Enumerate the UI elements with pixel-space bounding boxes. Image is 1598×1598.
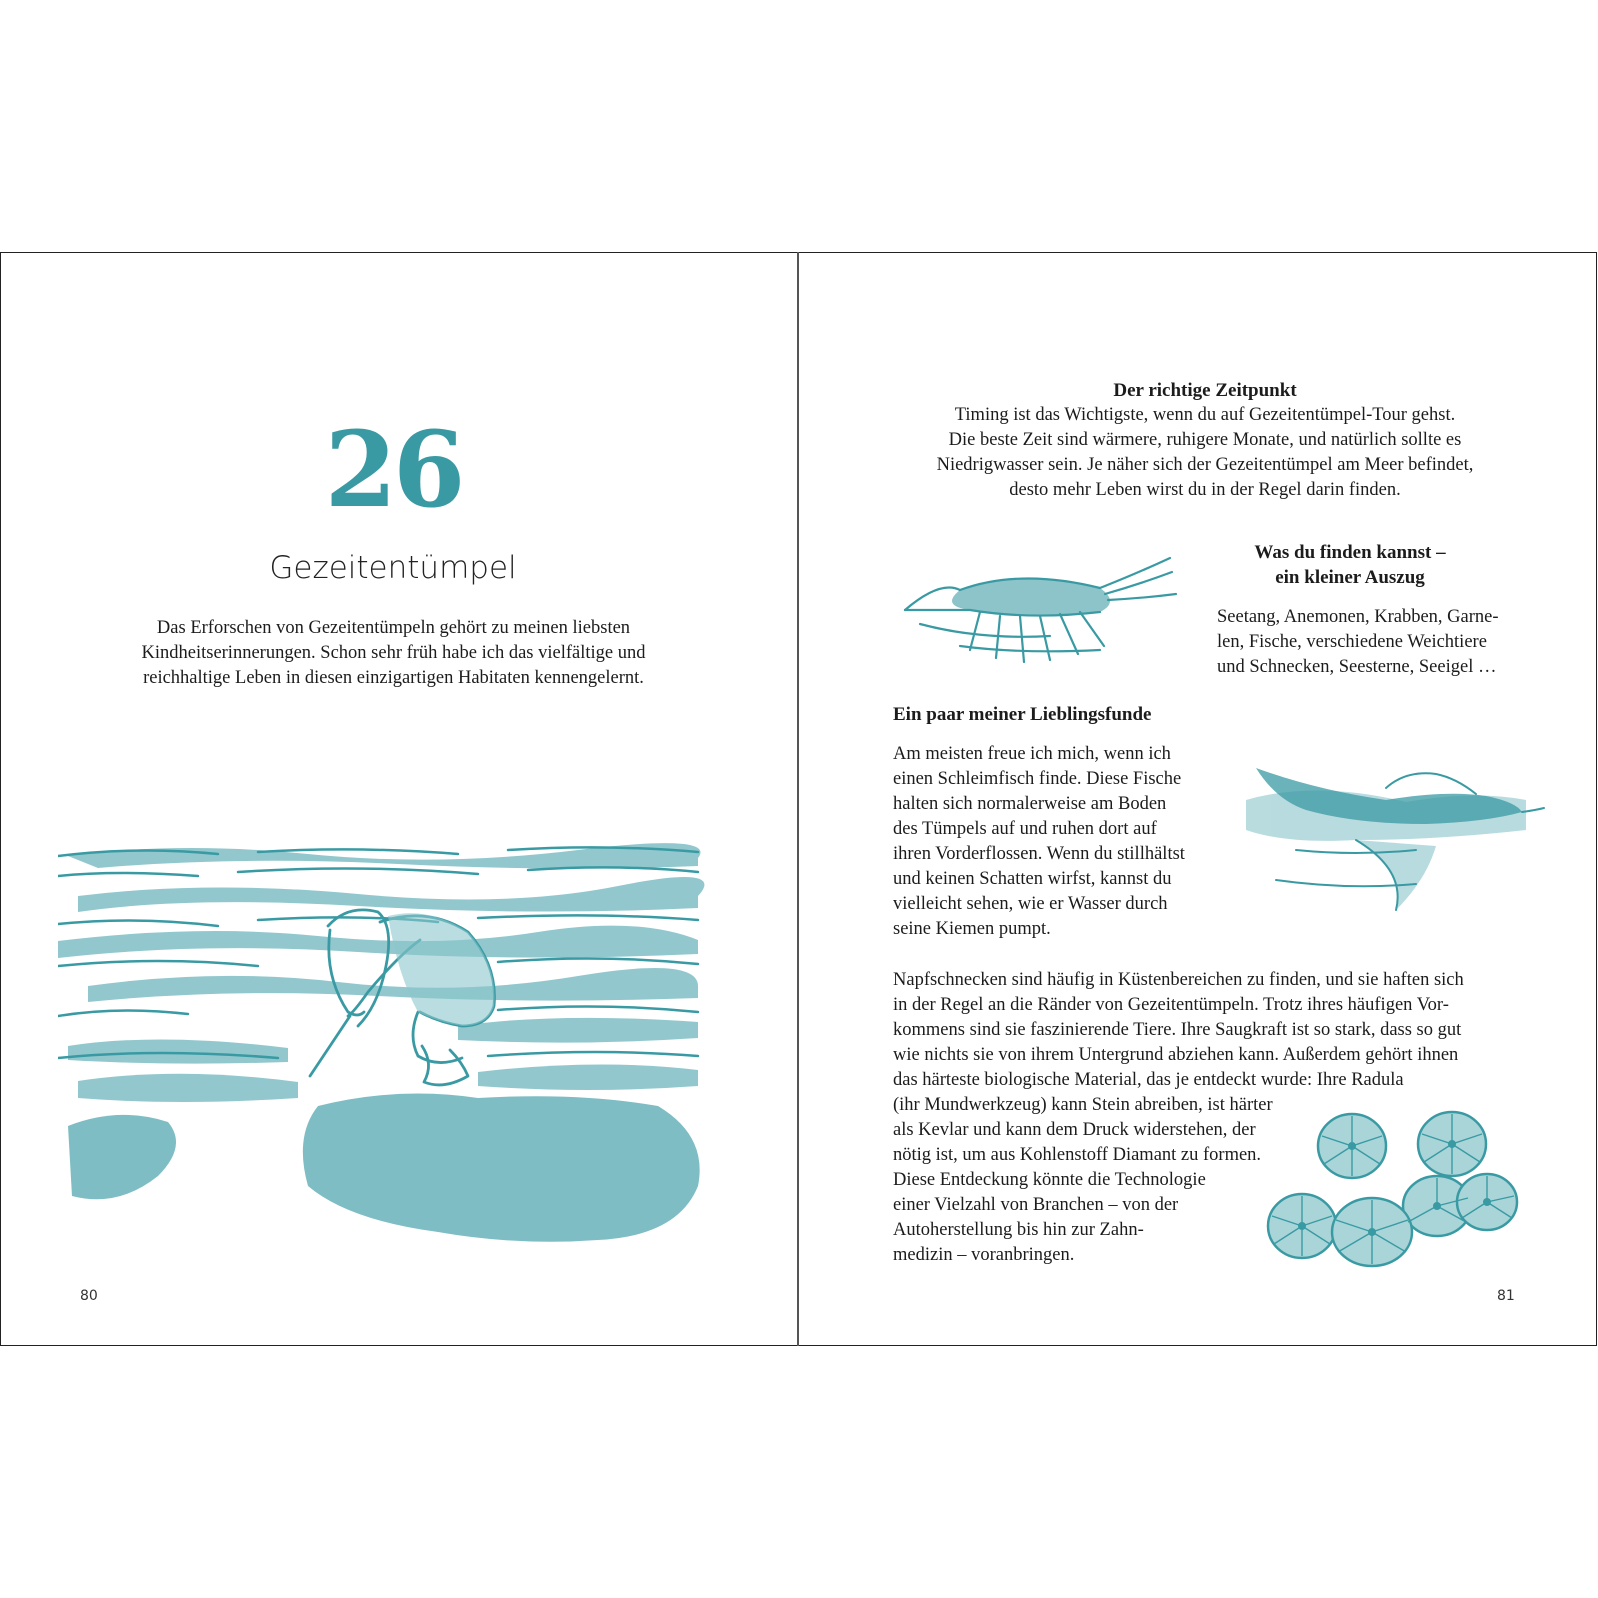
- favorites-line: seine Kiemen pumpt.: [893, 919, 1051, 939]
- limpets-line: medizin – voranbringen.: [893, 1245, 1075, 1265]
- limpets-line: Diese Entdeckung könnte die Technologie: [893, 1170, 1206, 1190]
- timing-line: Die beste Zeit sind wärmere, ruhigere Monate, und natürlich sollte es: [948, 430, 1462, 450]
- page-gutter: [797, 252, 799, 1346]
- finds-heading-line: Was du finden kannst –: [1254, 542, 1446, 563]
- limpets-line: kommens sind sie faszinierende Tiere. Ihre Saugkraft ist so stark, dass so gut: [893, 1020, 1462, 1040]
- finds-line: len, Fische, verschiedene Weichtiere: [1217, 632, 1487, 652]
- timing-line: Niedrigwasser sein. Je näher sich der Gezeitentümpel am Meer befindet,: [936, 455, 1474, 475]
- intro-line: Das Erforschen von Gezeitentümpeln gehört zu meinen liebsten: [156, 618, 631, 638]
- favorites-line: vielleicht sehen, wie er Wasser durch: [893, 894, 1168, 914]
- favorites-paragraph: [893, 742, 1213, 942]
- favorites-line: ihren Vorderflossen. Wenn du stillhältst: [893, 844, 1185, 864]
- limpets-line: (ihr Mundwerkzeug) kann Stein abreiben, ist härter: [893, 1095, 1273, 1115]
- limpets-line: Napfschnecken sind häufig in Küstenbereichen zu finden, und sie haften sich: [893, 970, 1464, 990]
- favorites-line: halten sich normalerweise am Boden: [893, 794, 1167, 814]
- chapter-number: 26: [324, 408, 462, 531]
- limpets-line: Autoherstellung bis hin zur Zahn-: [893, 1220, 1144, 1240]
- finds-line: und Schnecken, Seesterne, Seeigel …: [1217, 657, 1497, 677]
- shrimp-illustration: [900, 550, 1180, 675]
- favorites-heading: Ein paar meiner Lieblingsfunde: [893, 704, 1152, 725]
- intro-paragraph: [126, 616, 661, 691]
- intro-line: Kindheitserinnerungen. Schon sehr früh habe ich das vielfältige und: [141, 643, 646, 663]
- favorites-line: und keinen Schatten wirfst, kannst du: [893, 869, 1172, 889]
- limpets-line: wie nichts sie von ihrem Untergrund abziehen kann. Außerdem gehört ihnen: [893, 1045, 1459, 1065]
- favorites-line: einen Schleimfisch finde. Diese Fische: [893, 769, 1182, 789]
- chapter-title: Gezeitentümpel: [269, 550, 517, 586]
- limpets-line: in der Regel an die Ränder von Gezeitentümpeln. Trotz ihres häufigen Vor-: [893, 995, 1449, 1015]
- finds-list: [1217, 605, 1527, 680]
- limpets-line: nötig ist, um aus Kohlenstoff Diamant zu formen.: [893, 1145, 1262, 1165]
- page-number-right: 81: [1497, 1288, 1515, 1304]
- finds-heading: [1200, 540, 1500, 590]
- blenny-fish-illustration: [1236, 760, 1546, 930]
- page-number-left: 80: [80, 1288, 98, 1304]
- finds-heading-line: ein kleiner Auszug: [1275, 567, 1425, 588]
- limpets-line: als Kevlar und kann dem Druck widerstehen, der: [893, 1120, 1256, 1140]
- intro-line: reichhaltige Leben in diesen einzigartigen Habitaten kennengelernt.: [143, 668, 644, 688]
- favorites-line: des Tümpels auf und ruhen dort auf: [893, 819, 1157, 839]
- timing-line: Timing ist das Wichtigste, wenn du auf Gezeitentümpel-Tour gehst.: [954, 405, 1456, 425]
- limpets-line: das härteste biologische Material, das je entdeckt wurde: Ihre Radula: [893, 1070, 1404, 1090]
- limpets-line: einer Vielzahl von Branchen – von der: [893, 1195, 1179, 1215]
- tidepool-illustration: [58, 836, 720, 1256]
- timing-heading: Der richtige Zeitpunkt: [1113, 380, 1297, 401]
- timing-section: [880, 378, 1530, 503]
- timing-line: desto mehr Leben wirst du in der Regel darin finden.: [1009, 480, 1401, 500]
- finds-line: Seetang, Anemonen, Krabben, Garne-: [1217, 607, 1499, 627]
- favorites-line: Am meisten freue ich mich, wenn ich: [893, 744, 1171, 764]
- limpet-shells-illustration: [1262, 1106, 1547, 1276]
